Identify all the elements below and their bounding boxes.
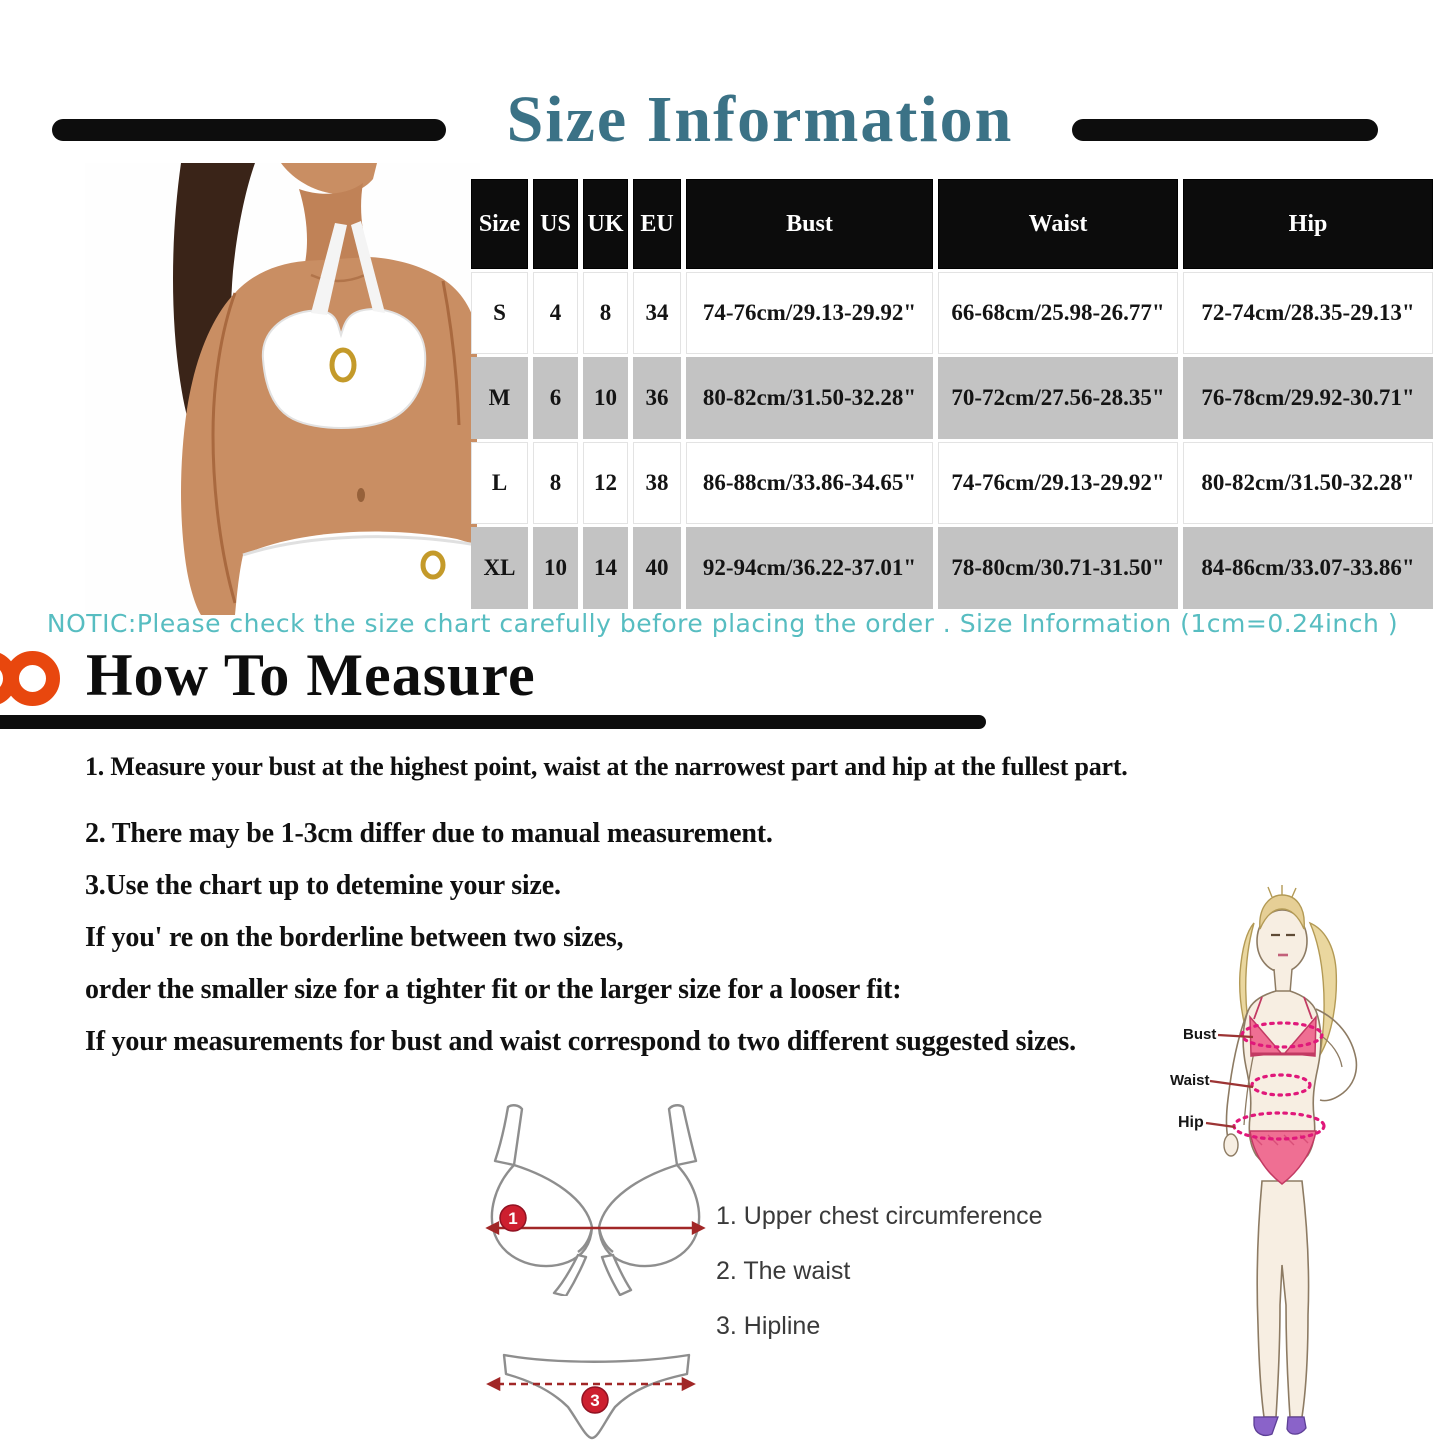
header-cell-size: Size bbox=[471, 179, 528, 269]
table-cell: L bbox=[471, 442, 528, 524]
table-cell: 70-72cm/27.56-28.35" bbox=[938, 357, 1178, 439]
header-cell-us: US bbox=[533, 179, 578, 269]
table-cell: 66-68cm/25.98-26.77" bbox=[938, 272, 1178, 354]
table-cell: 34 bbox=[633, 272, 681, 354]
table-row-m bbox=[471, 357, 1433, 439]
table-cell: 74-76cm/29.13-29.92" bbox=[686, 272, 933, 354]
table-cell: M bbox=[471, 357, 528, 439]
table-row-l bbox=[471, 442, 1433, 524]
table-cell: 72-74cm/28.35-29.13" bbox=[1183, 272, 1433, 354]
table-cell: 36 bbox=[633, 357, 681, 439]
table-cell: 76-78cm/29.92-30.71" bbox=[1183, 357, 1433, 439]
bikini-bottom-diagram bbox=[483, 1350, 701, 1445]
table-cell: 80-82cm/31.50-32.28" bbox=[686, 357, 933, 439]
title-divider-bar-right bbox=[1072, 119, 1378, 141]
badge-1-number: 1 bbox=[508, 1209, 518, 1228]
hip-label: Hip bbox=[1178, 1114, 1204, 1131]
legend-item: 2. The waist bbox=[716, 1257, 851, 1285]
header-cell-bust: Bust bbox=[686, 179, 933, 269]
table-cell: 6 bbox=[533, 357, 578, 439]
bust-label: Bust bbox=[1183, 1026, 1217, 1043]
size-table-header-row bbox=[471, 179, 1433, 269]
table-cell: 78-80cm/30.71-31.50" bbox=[938, 527, 1178, 609]
bikini-top bbox=[263, 309, 425, 428]
table-cell: XL bbox=[471, 527, 528, 609]
table-cell: 92-94cm/36.22-37.01" bbox=[686, 527, 933, 609]
table-cell: 40 bbox=[633, 527, 681, 609]
table-row-s bbox=[471, 272, 1433, 354]
table-cell: 86-88cm/33.86-34.65" bbox=[686, 442, 933, 524]
instruction-line: If your measurements for bust and waist correspond to two different suggested sizes. bbox=[85, 1026, 1076, 1057]
instruction-line: 2. There may be 1-3cm differ due to manual measurement. bbox=[85, 818, 773, 849]
table-cell: 8 bbox=[583, 272, 628, 354]
section-divider-bar bbox=[0, 715, 986, 729]
size-table bbox=[466, 176, 1438, 612]
instruction-line: 1. Measure your bust at the highest point, waist at the narrowest part and hip at the fullest part. bbox=[85, 752, 1128, 781]
table-row-xl bbox=[471, 527, 1433, 609]
bikini-top-diagram bbox=[483, 1098, 708, 1296]
table-cell: S bbox=[471, 272, 528, 354]
how-to-measure-title: How To Measure bbox=[86, 642, 536, 708]
table-cell: 38 bbox=[633, 442, 681, 524]
legend-item: 3. Hipline bbox=[716, 1312, 821, 1340]
table-cell: 10 bbox=[533, 527, 578, 609]
body-figure-sketch bbox=[1150, 885, 1445, 1445]
header-cell-uk: UK bbox=[583, 179, 628, 269]
table-cell: 84-86cm/33.07-33.86" bbox=[1183, 527, 1433, 609]
legend-item: 1. Upper chest circumference bbox=[716, 1202, 1043, 1230]
page-title: Size Information bbox=[506, 83, 1014, 156]
title-divider-bar-left bbox=[52, 119, 446, 141]
measure-legend bbox=[716, 1202, 1043, 1367]
instruction-line: 3.Use the chart up to detemine your size. bbox=[85, 870, 561, 901]
table-cell: 80-82cm/31.50-32.28" bbox=[1183, 442, 1433, 524]
instruction-line: order the smaller size for a tighter fit or the larger size for a looser fit: bbox=[85, 974, 902, 1005]
header-cell-waist: Waist bbox=[938, 179, 1178, 269]
header-cell-eu: EU bbox=[633, 179, 681, 269]
ring-bullet-icon bbox=[5, 651, 60, 706]
table-cell: 14 bbox=[583, 527, 628, 609]
table-cell: 4 bbox=[533, 272, 578, 354]
header-cell-hip: Hip bbox=[1183, 179, 1433, 269]
table-cell: 10 bbox=[583, 357, 628, 439]
table-cell: 8 bbox=[533, 442, 578, 524]
instruction-line: If you' re on the borderline between two sizes, bbox=[85, 922, 624, 953]
badge-3-number: 3 bbox=[590, 1391, 600, 1410]
model-photo-illustration bbox=[85, 163, 480, 615]
size-notice: NOTIC:Please check the size chart carefully before placing the order . Size Information (1cm=0.24inch ) bbox=[46, 609, 1399, 638]
table-cell: 12 bbox=[583, 442, 628, 524]
table-cell: 74-76cm/29.13-29.92" bbox=[938, 442, 1178, 524]
waist-label: Waist bbox=[1170, 1072, 1210, 1089]
